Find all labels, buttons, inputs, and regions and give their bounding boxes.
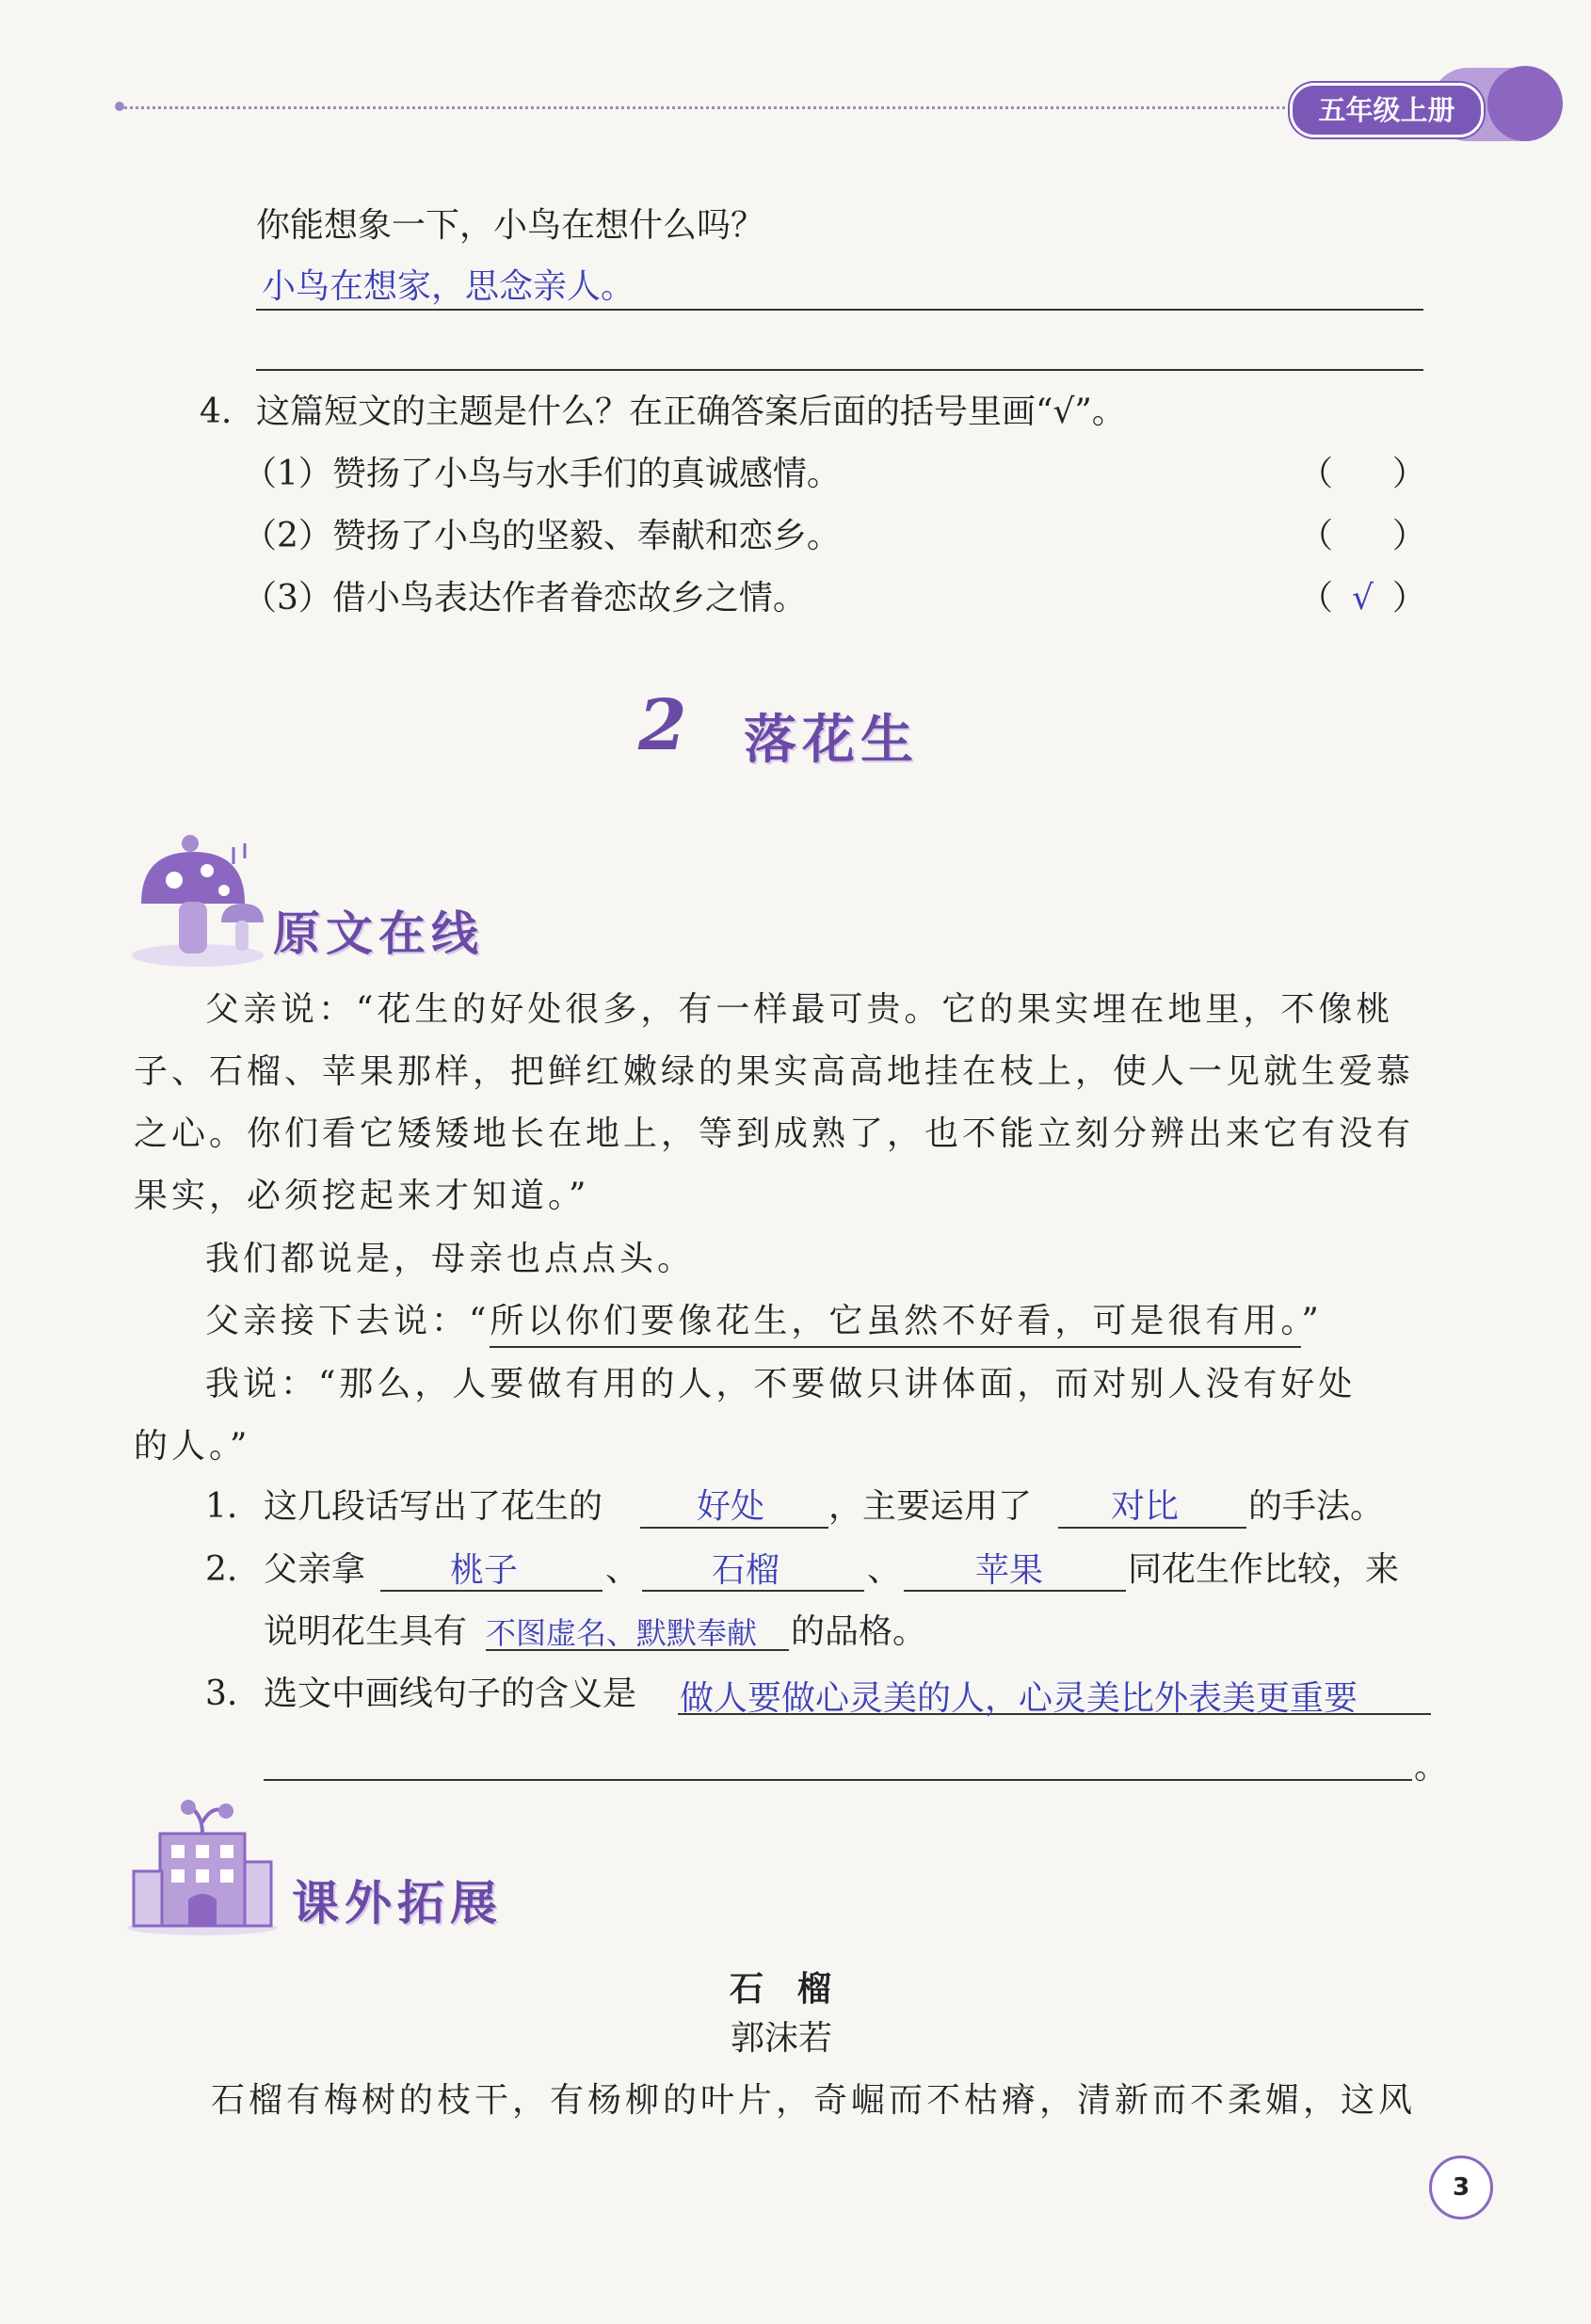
mushroom-icon	[122, 828, 273, 970]
passage-line: 的人。”	[134, 1427, 251, 1466]
grade-label: 五年级上册	[1318, 94, 1455, 126]
handwritten-answer: 做人要做心灵美的人，心灵美比外表美更重要	[680, 1679, 1358, 1718]
passage-line: 父亲说：“花生的好处很多，有一样最可贵。它的果实埋在地里，不像桃	[205, 990, 1394, 1029]
paren-open: （	[1299, 579, 1334, 617]
header-rule-dot	[115, 102, 124, 111]
handwritten-answer: 不图虚名、默默奉献	[486, 1615, 758, 1651]
grade-badge	[1290, 83, 1484, 137]
header-rule	[118, 106, 1304, 109]
q1-part1: 这几段话写出了花生的	[264, 1487, 603, 1526]
extra-title: 石 榴	[730, 1970, 832, 2009]
option-1: （1）赞扬了小鸟与水手们的真诚感情。	[243, 455, 841, 493]
underlined-sentence: 所以你们要像花生，它虽然不好看，可是很有用。	[490, 1302, 1301, 1348]
building-icon	[122, 1796, 282, 1937]
q2-number: 2.	[205, 1550, 238, 1589]
section-title-original: 原文在线	[273, 906, 484, 961]
handwritten-answer: 好处	[697, 1487, 765, 1526]
q3-part1: 选文中画线句子的含义是	[264, 1675, 637, 1713]
q3-end: 。	[1414, 1748, 1449, 1787]
passage-line-underlined	[205, 1302, 1323, 1340]
passage-line: 果实，必须挖起来才知道。”	[134, 1177, 590, 1215]
answer-line	[256, 369, 1423, 371]
q2-part1: 父亲拿	[264, 1550, 366, 1589]
q2-part2: 同花生作比较，来	[1128, 1550, 1400, 1589]
handwritten-answer: 对比	[1111, 1487, 1180, 1526]
option-2-paren	[1299, 517, 1431, 555]
blank-line	[264, 1779, 1412, 1781]
q3-number: 3.	[205, 1675, 238, 1713]
option-3-paren	[1299, 579, 1431, 617]
q4-text: 这篇短文的主题是什么？在正确答案后面的括号里画“√”。	[256, 393, 1126, 431]
lesson-title: 落花生	[744, 710, 919, 771]
handwritten-answer: 桃子	[450, 1551, 519, 1590]
paren-close: ）	[1391, 517, 1426, 555]
answer-line	[256, 309, 1423, 311]
section-title-extra: 课外拓展	[292, 1876, 503, 1931]
q1-number: 1.	[205, 1487, 238, 1526]
paren-open: （	[1299, 455, 1334, 493]
page-number-badge	[1429, 2156, 1493, 2220]
passage-line: 之心。你们看它矮矮地长在地上，等到成熟了，也不能立刻分辨出来它有没有	[134, 1114, 1415, 1153]
passage-line: 子、石榴、苹果那样，把鲜红嫩绿的果实高高地挂在枝上，使人一见就生爱慕	[134, 1052, 1415, 1091]
option-3: （3）借小鸟表达作者眷恋故乡之情。	[243, 579, 807, 617]
paren-open: （	[1299, 517, 1334, 555]
paren-close: ）	[1391, 455, 1426, 493]
q1-part3: 的手法。	[1248, 1487, 1385, 1526]
option-2: （2）赞扬了小鸟的坚毅、奉献和恋乡。	[243, 517, 841, 555]
passage-line: 我说：“那么，人要做有用的人，不要做只讲体面，而对别人没有好处	[205, 1365, 1357, 1403]
header-decoration	[1487, 66, 1563, 141]
q1-part2: ，主要运用了	[828, 1487, 1033, 1526]
q4-number: 4.	[200, 393, 233, 431]
option-mark: √	[1351, 579, 1374, 617]
passage-line: 我们都说是，母亲也点点头。	[205, 1240, 696, 1278]
option-1-paren	[1299, 457, 1431, 491]
page-number: 3	[1452, 2173, 1470, 2202]
handwritten-answer: 小鸟在想家，思念亲人。	[262, 267, 635, 306]
passage-suffix: ”	[1301, 1302, 1323, 1340]
handwritten-answer: 苹果	[975, 1551, 1044, 1590]
q2-sep: 、	[605, 1550, 640, 1589]
lesson-number: 2	[638, 685, 687, 766]
extra-first-line: 石榴有梅树的枝干，有杨柳的叶片，奇崛而不枯瘠，清新而不柔媚，这风	[211, 2081, 1417, 2120]
extra-author: 郭沫若	[731, 2019, 833, 2058]
question-text: 你能想象一下，小鸟在想什么吗？	[256, 206, 765, 245]
passage-prefix: 父亲接下去说：“	[205, 1302, 490, 1340]
handwritten-answer: 石榴	[712, 1551, 780, 1590]
paren-close: ）	[1391, 579, 1426, 617]
q2-part4: 的品格。	[791, 1612, 927, 1651]
q2-sep: 、	[867, 1550, 902, 1589]
q2-part3: 说明花生具有	[264, 1612, 468, 1651]
